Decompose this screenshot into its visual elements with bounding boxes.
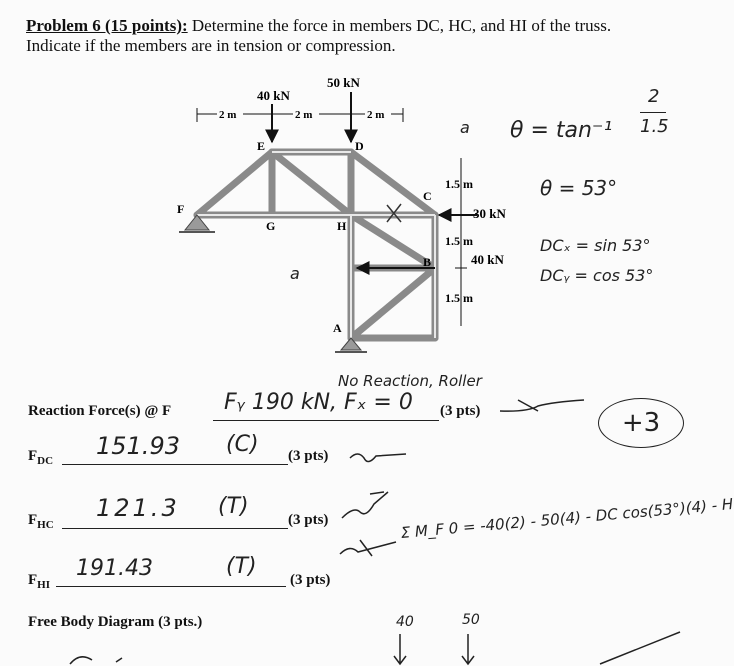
node-e: E [257, 139, 266, 153]
hand-no-reaction: No Reaction, Roller [338, 372, 482, 390]
fhc-points: (3 pts) [288, 512, 329, 528]
fhc-label: $F_{HC}$ [28, 512, 54, 531]
fhc-answer-line [62, 528, 288, 529]
hand-theta-val: θ = 53° [540, 176, 618, 200]
fhc-type: (T) [218, 494, 249, 519]
node-a: A [333, 321, 342, 335]
load-30kn-label: 30 kN [473, 206, 506, 221]
problem-heading: Problem 6 (15 points): [26, 16, 188, 35]
hand-frac-den: 1.5 [640, 116, 669, 137]
fhi-points: (3 pts) [290, 572, 331, 588]
fdc-value: 151.93 [96, 432, 180, 460]
node-b: B [423, 255, 432, 269]
check-mark-3 [340, 488, 390, 522]
problem-statement [26, 16, 666, 56]
hand-50: 50 [462, 612, 480, 628]
fhi-value: 191.43 [76, 556, 153, 581]
node-f: F [177, 202, 185, 216]
fhi-answer-line [56, 586, 286, 587]
hand-theta-eq: θ = tan⁻¹ [510, 118, 613, 143]
node-h: H [337, 219, 347, 233]
load-50kn-label: 50 kN [327, 75, 360, 90]
reaction-label: Reaction Force(s) @ F [28, 403, 172, 419]
hand-dcy: DCᵧ = cos 53° [540, 266, 654, 285]
node-d: D [355, 139, 364, 153]
reaction-value: Fᵧ 190 kN, Fₓ = 0 [224, 390, 413, 415]
score-value: +3 [621, 408, 661, 438]
dim-15m-3: 1.5 m [445, 291, 473, 305]
fhi-label: $F_{HI}$ [28, 572, 51, 591]
check-mark-1 [498, 396, 588, 416]
reaction-points: (3 pts) [440, 403, 481, 419]
fdc-answer-line [62, 464, 288, 465]
fdc-type: (C) [226, 432, 259, 457]
fbd-label: Free Body Diagram (3 pts.) [28, 614, 203, 630]
reaction-answer-line [213, 420, 439, 421]
hand-frac-num: 2 [648, 86, 660, 107]
dim-15m-2: 1.5 m [445, 234, 473, 248]
hand-moment-eq: Σ M_F 0 = -40(2) - 50(4) - DC cos(53°)(4) - H [400, 494, 734, 542]
check-mark-2 [348, 446, 408, 466]
bottom-sketch [40, 628, 690, 666]
hand-dcx: DCₓ = sin 53° [540, 236, 651, 255]
dim-2m-3: 2 m [367, 109, 385, 121]
fdc-label: $F_{DC}$ [28, 448, 54, 467]
load-40kn-h-label: 40 kN [471, 252, 504, 267]
score-circle [598, 398, 684, 448]
check-mark-4 [338, 536, 398, 560]
problem-text: Determine the force in members DC, HC, and HI of the truss. Indicate if the members are in tension or compression. [26, 16, 612, 55]
dim-2m-1: 2 m [219, 109, 237, 121]
dim-2m-2: 2 m [295, 109, 313, 121]
hand-40: 40 [396, 614, 414, 630]
hand-frac-bar [640, 112, 666, 113]
fdc-points: (3 pts) [288, 448, 329, 464]
fhc-value: 121.3 [96, 494, 180, 522]
hand-a1: a [460, 118, 470, 137]
node-g: G [266, 219, 276, 233]
truss-members [197, 152, 435, 338]
hand-a2: a [290, 264, 300, 283]
truss-figure [165, 70, 525, 360]
load-40kn-label: 40 kN [257, 88, 290, 103]
node-c: C [423, 189, 432, 203]
fhi-type: (T) [226, 554, 257, 579]
dim-15m-1: 1.5 m [445, 177, 473, 191]
